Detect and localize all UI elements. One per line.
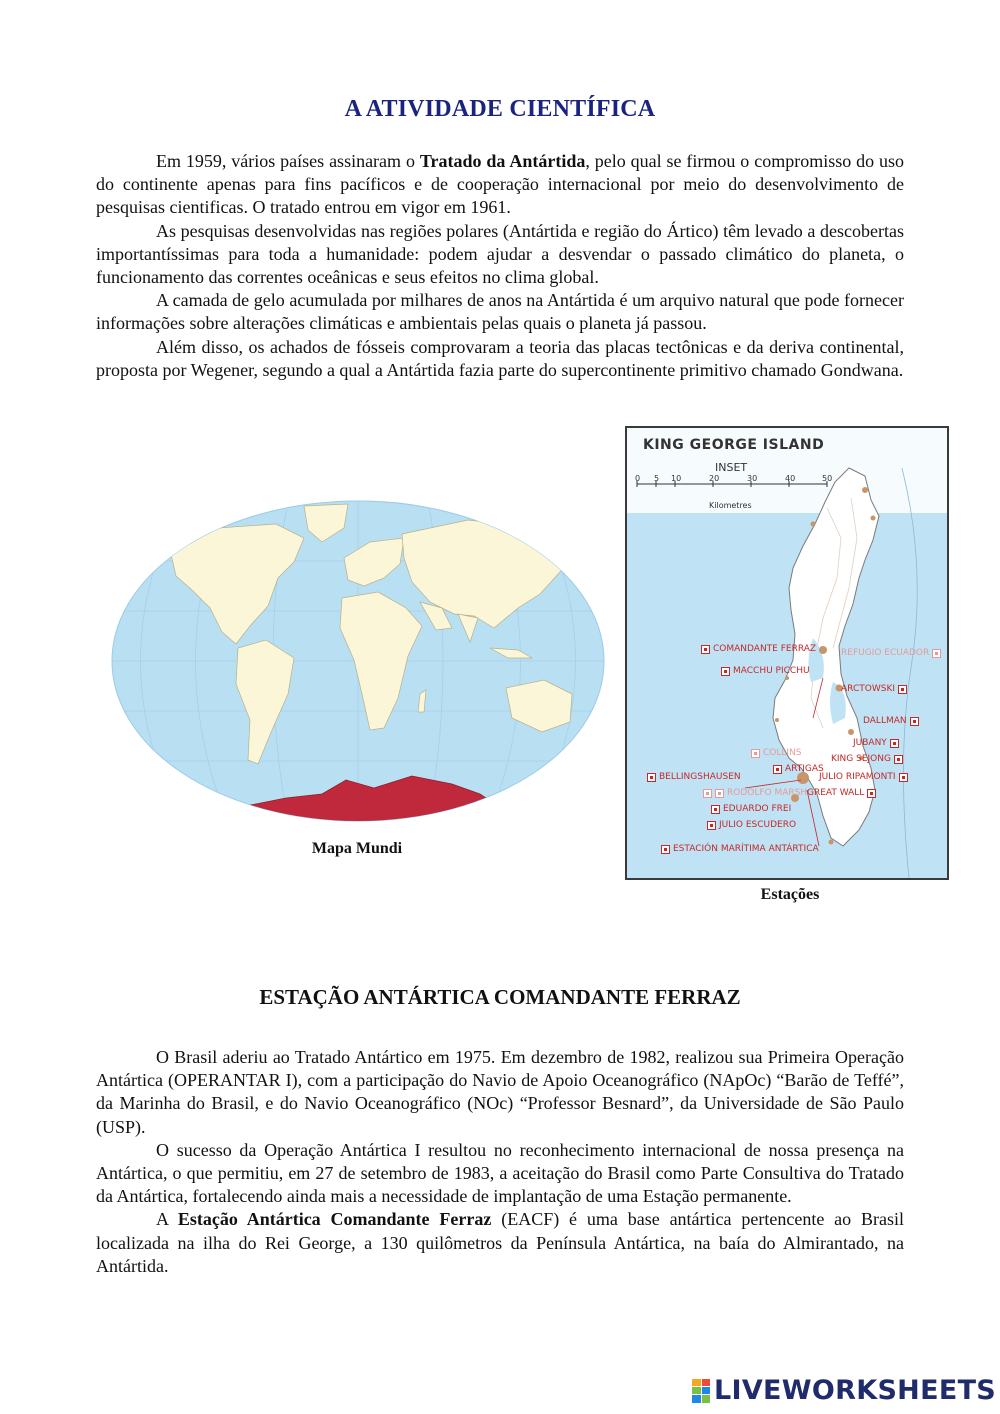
inset-label: INSET	[715, 461, 748, 474]
station-eduardo-frei: EDUARDO FREI	[711, 804, 791, 814]
scale-tick: 10	[671, 474, 682, 483]
station-dallmann: DALLMAN	[863, 716, 919, 726]
station-julio-ripamonti: JULIO RIPAMONTI	[819, 772, 908, 782]
world-map-caption: Mapa Mundi	[311, 840, 403, 857]
station-icon	[773, 765, 782, 774]
station-collins: COLLINS	[751, 748, 802, 758]
section-2-text	[96, 1046, 904, 1278]
station-icon	[867, 789, 876, 798]
island-map-caption: Estações	[760, 886, 820, 903]
paragraph: Além disso, os achados de fósseis comprovaram a teoria das placas tectônicas e da deriva continental, proposta por Wegener, segundo a qual a Antártida fazia parte do supercontinente primitivo chamado Gondwana.	[96, 336, 904, 380]
station-macchu-picchu: MACCHU PICCHU	[721, 666, 810, 676]
station-icon	[707, 821, 716, 830]
station-estacion-maritima: ESTACIÓN MARÍTIMA ANTÁRTICA	[661, 844, 819, 854]
station-rodolfo-marsh: RODOLFO MARSH	[703, 788, 807, 798]
paragraph: Em 1959, vários países assinaram o Tratado da Antártida, pelo qual se firmou o compromisso do uso do continente apenas para fins pacíficos e de cooperação internacional por meio do desenvolvimento de pesquisas cientificas. O tratado entrou em vigor em 1961.	[96, 151, 905, 218]
station-icon	[910, 717, 919, 726]
station-great-wall: GREAT WALL	[807, 788, 876, 798]
station-icon	[647, 773, 656, 782]
station-arctowski: ARCTOWSKI	[841, 684, 907, 694]
island-map-title: KING GEORGE ISLAND	[643, 437, 825, 453]
liveworksheets-logo-icon	[692, 1379, 710, 1403]
station-artigas: ARTIGAS	[773, 764, 824, 774]
station-icon	[899, 773, 908, 782]
paragraph: A camada de gelo acumulada por milhares de anos na Antártida é um arquivo natural que pode fornecer informações sobre alterações climáticas e ambientais pelas quais o planeta já passou.	[96, 290, 904, 334]
scale-tick: 0	[635, 474, 641, 483]
station-icon	[711, 805, 720, 814]
station-comandante-ferraz: COMANDANTE FERRAZ	[701, 644, 816, 654]
scale-tick: 20	[709, 474, 720, 483]
section-title: ESTAÇÃO ANTÁRTICA COMANDANTE FERRAZ	[259, 985, 741, 1009]
station-refugio-ecuador: REFUGIO ECUADOR	[841, 648, 941, 658]
paragraph: O sucesso da Operação Antártica I resultou no reconhecimento internacional de nossa presença na Antártica, o que permitiu, em 27 de setembro de 1983, a aceitação do Brasil como Parte Consultiva do Tratado da Antártica, fortalecendo ainda mais a necessidade de implantação de uma Estação permanente.	[96, 1139, 904, 1207]
station-icon	[898, 685, 907, 694]
station-icon	[715, 789, 724, 798]
scale-tick: 40	[785, 474, 796, 483]
station-icon	[932, 649, 941, 658]
station-icon	[703, 789, 712, 798]
scale-tick: 5	[654, 474, 660, 483]
station-icon	[890, 739, 899, 748]
liveworksheets-logo	[692, 1375, 996, 1406]
paragraph: A Estação Antártica Comandante Ferraz (EACF) é uma base antártica pertencente ao Brasil localizada na ilha do Rei George, a 130 quilômetros da Península Antártica, na baía do Almirantado, na Antártida.	[96, 1209, 904, 1276]
station-icon	[661, 845, 670, 854]
station-icon	[721, 667, 730, 676]
paragraph: As pesquisas desenvolvidas nas regiões polares (Antártida e região do Ártico) têm levado a descobertas importantíssimas para toda a humanidade: podem ajudar a desvendar o passado climático do planeta, o funcionamento das correntes oceânicas e seus efeitos no clima global.	[96, 220, 904, 288]
station-king-sejong: KING SEJONG	[831, 754, 903, 764]
king-george-island-map	[625, 426, 949, 880]
station-bellingshausen: BELLINGSHAUSEN	[647, 772, 741, 782]
station-icon	[894, 755, 903, 764]
station-jubany: JUBANY	[853, 738, 899, 748]
scale-tick: 30	[747, 474, 758, 483]
section-1-text	[96, 150, 904, 382]
scale-unit-label: Kilometres	[709, 501, 752, 510]
liveworksheets-logo-text: LIVEWORKSHEETS	[714, 1375, 997, 1406]
station-julio-escudero: JULIO ESCUDERO	[707, 820, 796, 830]
scale-tick: 50	[822, 474, 833, 483]
station-icon	[701, 645, 710, 654]
page-title: A ATIVIDADE CIENTÍFICA	[344, 96, 656, 122]
station-icon	[751, 749, 760, 758]
world-map-image	[108, 498, 608, 824]
paragraph: O Brasil aderiu ao Tratado Antártico em 1975. Em dezembro de 1982, realizou sua Primeira Operação Antártica (OPERANTAR I), com a participação do Navio de Apoio Oceanográfico (NApOc) “Barão de Teffé”, da Marinha do Brasil, e do Navio Oceanográfico (NOc) “Professor Besnard”, da Universidade de São Paulo (USP).	[96, 1047, 904, 1137]
